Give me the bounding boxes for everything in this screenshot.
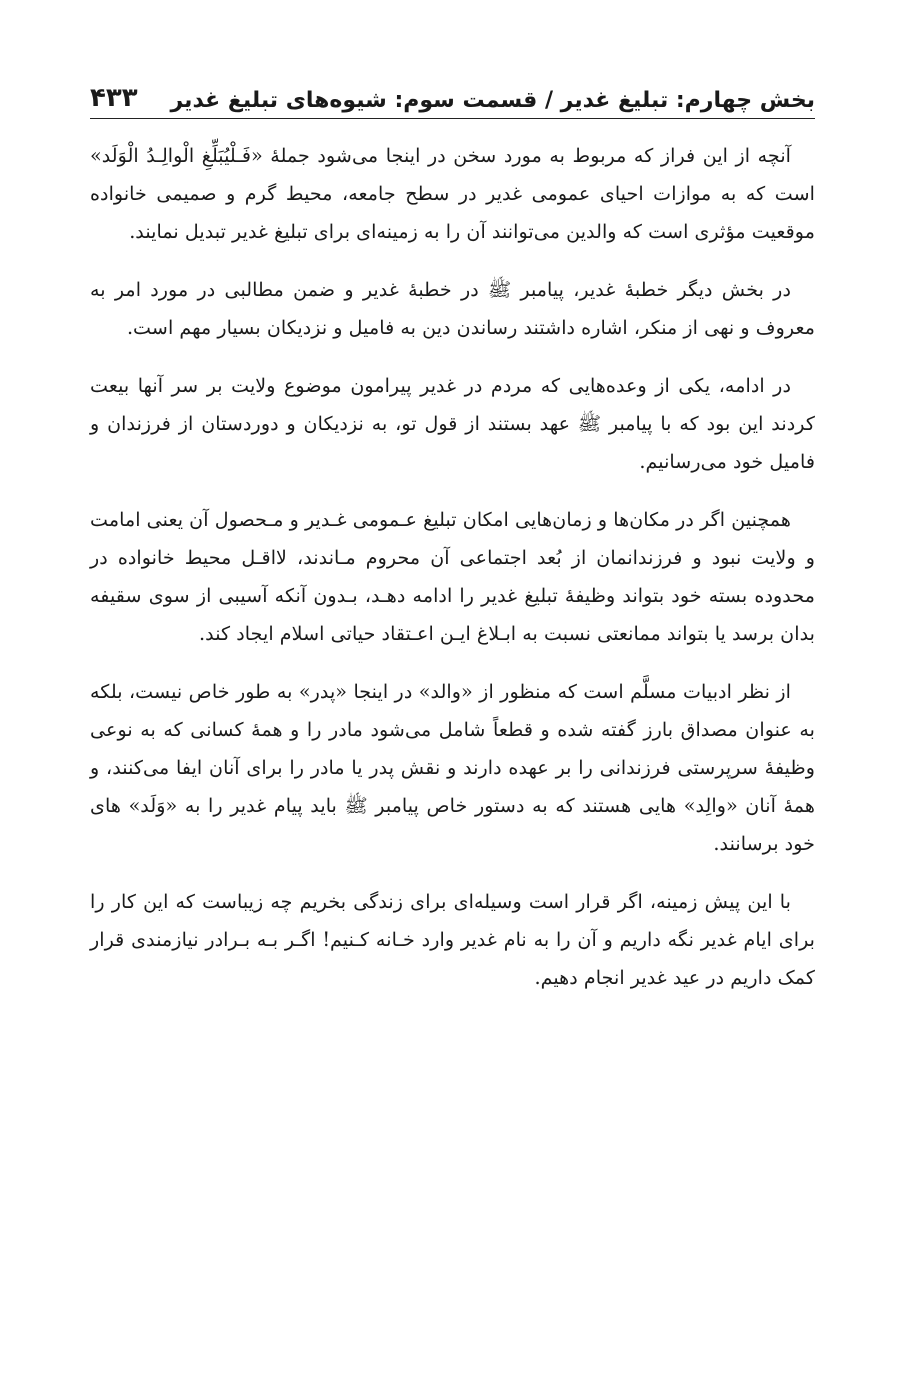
paragraph-6: با این پیش زمینه، اگر قرار است وسیله‌ای برای زندگی بخریم چه زیباست که این کار را برای ایام غدیر نگه داریم و آن را به نام غدیر وارد خـانه کـنیم! اگـر بـه بـرادر نیازمندی قرار کمک داریم در عید غدیر انجام دهیم. (90, 890, 815, 989)
paragraph-5: از نظر ادبیات مسلَّم است که منظور از «والد» در اینجا «پدر» به طور خاص نیست، بلکه به عنوان مصداق بارز گفته شده و قطعاً شامل می‌شود مادر را و همهٔ کسانی که به نوعی وظیفهٔ سرپرستی فرزندانی را بر عهده دارند و نقش پدر یا مادر را برای آنان ایفا می‌کنند، و همهٔ آنان «والِد» هایی هستند که به دستور خاص پیامبر ﷺ باید پیام غدیر را به «وَلَد» های خود برسانند. (90, 680, 815, 855)
page-number: ۴۳۳ (90, 82, 138, 113)
running-header (90, 60, 815, 119)
paragraph-1: آنچه از این فراز که مربوط به مورد سخن در اینجا می‌شود جملهٔ «فَـلْيُبَلِّغِ الْوالِـدُ الْوَلَد» است که به موازات احیای عمومی غدیر در سطح جامعه، محیط گرم و صمیمی خانواده موقعیت مؤثری است که والدین می‌توانند آن را به زمینه‌ای برای تبلیغ غدیر تبدیل نمایند. (90, 144, 815, 243)
paragraph-2: در بخش دیگر خطبهٔ غدیر، پیامبر ﷺ در خطبهٔ غدیر و ضمن مطالبی در مورد امر به معروف و نهی از منکر، اشاره داشتند رساندن دین به فامیل و نزدیکان بسیار مهم است. (90, 278, 815, 339)
book-page (90, 60, 815, 1017)
body-text (90, 137, 815, 997)
running-title: بخش چهارم: تبلیغ غدیر / قسمت سوم: شیوه‌های تبلیغ غدیر (170, 87, 815, 113)
paragraph-3: در ادامه، یکی از وعده‌هایی که مردم در غدیر پیرامون موضوع ولایت بر سر آنها بیعت کردند این بود که با پیامبر ﷺ عهد بستند از قول تو، به نزدیکان و دوردستان از فرزندان و فامیل خود می‌رسانیم. (90, 374, 815, 473)
paragraph-4: همچنین اگر در مکان‌ها و زمان‌هایی امکان تبلیغ عـمومی غـدیر و مـحصول آن یعنی امامت و ولایت نبود و فرزندانمان از بُعد اجتماعی آن محروم مـاندند، لااقـل محیط خانواده در محدوده بسته خود بتواند وظیفهٔ تبلیغ غدیر را ادامه دهـد، بـدون آنکه آسیبی از سوی سقیفه بدان برسد یا بتواند ممانعتی نسبت به ابـلاغ ایـن اعـتقاد حیاتی اسلام ایجاد کند. (90, 508, 815, 645)
